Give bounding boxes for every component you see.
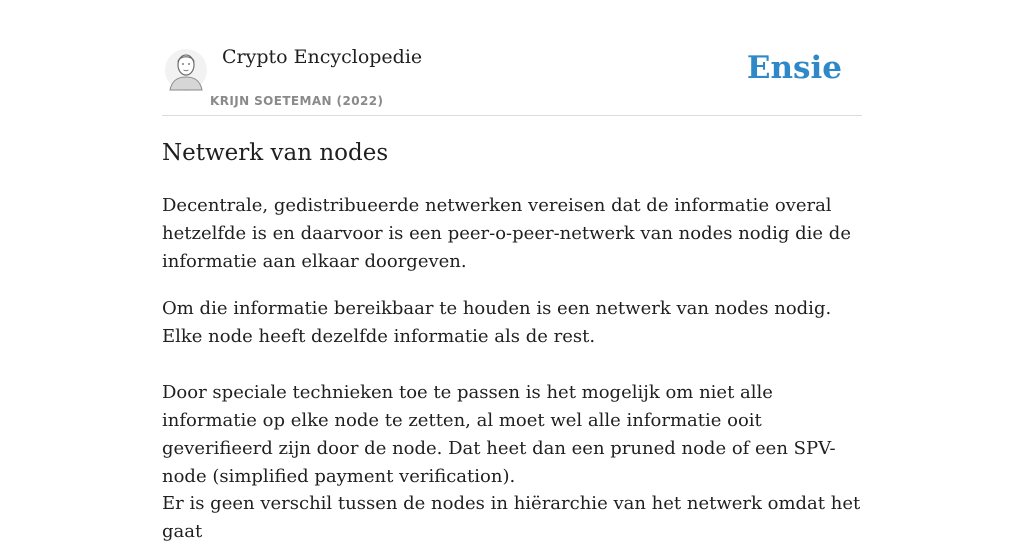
brand-logo[interactable]: Ensie (746, 50, 842, 86)
article-paragraph: Decentrale, gedistribueerde netwerken vereisen dat de informatie overal hetzelfde is en daarvoor is een peer-o-peer-netwerk van nodes nodig die de informatie aan elkaar doorgeven. (162, 195, 851, 272)
article-paragraph: Om die informatie bereikbaar te houden is een netwerk van nodes nodig. Elke node heeft dezelfde informatie als de rest. (162, 298, 832, 347)
book-title[interactable]: Crypto Encyclopedie (222, 46, 423, 68)
author-credit: KRIJN SOETEMAN (2022) (210, 94, 384, 108)
article-paragraph: Door speciale technieken toe te passen is het mogelijk om niet alle informatie op elke node te zetten, al moet wel alle informatie ooit geverifieerd zijn door de node. Dat heet dan een pruned node of een SPV-node (simplified payment verification). (162, 382, 836, 487)
article-paragraph: Er is geen verschil tussen de nodes in hiërarchie van het netwerk omdat het gaat (162, 493, 861, 542)
header (162, 40, 862, 116)
article-title: Netwerk van nodes (162, 140, 389, 166)
author-portrait-icon (164, 48, 208, 92)
